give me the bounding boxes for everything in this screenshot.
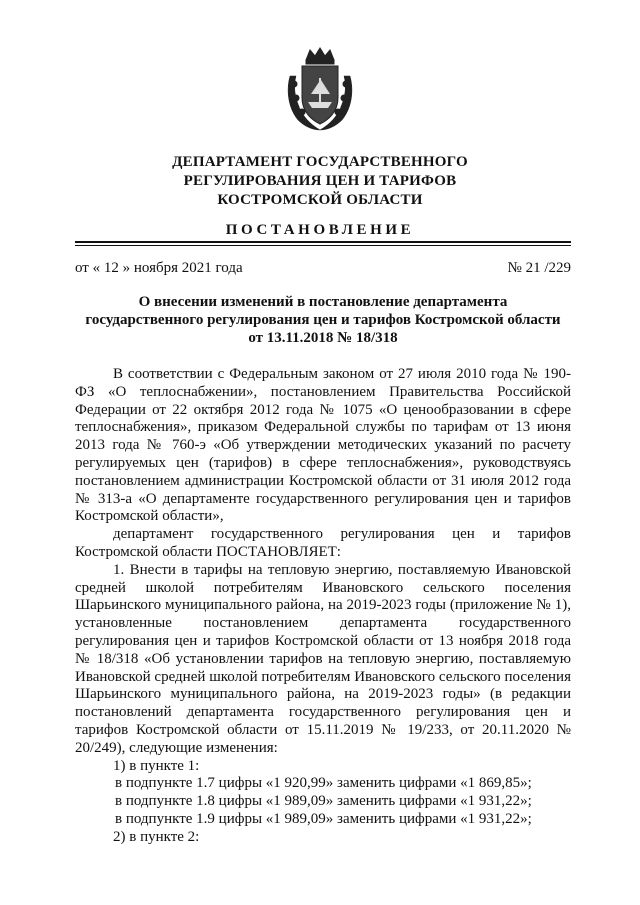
department-line-1: ДЕПАРТАМЕНТ ГОСУДАРСТВЕННОГО xyxy=(172,154,468,170)
document-type-title: ПОСТАНОВЛЕНИЕ xyxy=(225,222,415,238)
header-divider-thick xyxy=(75,241,571,243)
document-subject xyxy=(75,293,571,347)
preamble-paragraph: В соответствии с Федеральным законом от 27 июля 2010 года № 190-ФЗ «О теплоснабжении», постановлением Правительства Российской Федерации от 22 октября 2012 года № 1075 «О ценообразовании в сфере теплоснабжения», приказом Федеральной службы по тарифам от 13 июня 2013 года № 760-э «Об утверждении методических указаний по расчету регулируемых цен (тарифов) в сфере теплоснабжения», руководствуясь постановлением администрации Костромской области от 31 июля 2012 года № 313-а «О департаменте государственного регулирования цен и тарифов Костромской области», xyxy=(75,366,571,525)
department-line-3: КОСТРОМСКОЙ ОБЛАСТИ xyxy=(217,192,423,208)
document-body xyxy=(75,366,571,847)
coat-of-arms-emblem xyxy=(284,46,356,132)
subitem-1-title: 1) в пункте 1: xyxy=(113,757,200,774)
subitem-1-list xyxy=(75,775,571,828)
resolves-paragraph: департамент государственного регулирования цен и тарифов Костромской области ПОСТАНОВЛЯЕТ: xyxy=(75,526,571,560)
document-date: от « 12 » ноября 2021 года xyxy=(75,260,243,276)
subitem-1-line-3: в подпункте 1.9 цифры «1 989,09» заменить цифрами «1 931,22»; xyxy=(115,810,532,827)
subitem-1-line-2: в подпункте 1.8 цифры «1 989,09» заменить цифрами «1 931,22»; xyxy=(115,793,532,810)
item-1-paragraph: 1. Внести в тарифы на тепловую энергию, поставляемую Ивановской средней школой потребителям Ивановского сельского поселения Шарьинского муниципального района, на 2019-2023 годы (приложение № 1), установленные постановлением департамента государственного регулирования цен и тарифов Костромской области от 13 ноября 2018 года № 18/318 «Об установлении тарифов на тепловую энергию, поставляемую Ивановской средней школой потребителям Ивановского сельского поселения Шарьинского муниципального района, на 2019-2023 годы» (в редакции постановлений департамента государственного регулирования цен и тарифов Костромской области от 15.11.2019 № 19/233, от 20.11.2020 № 20/249), следующие изменения: xyxy=(75,561,571,756)
subitem-2-title: 2) в пункте 2: xyxy=(113,828,200,845)
header-divider-thin xyxy=(75,245,571,246)
subject-line-2: государственного регулирования цен и тарифов Костромской области xyxy=(85,312,561,328)
subitem-1-line-1: в подпункте 1.7 цифры «1 920,99» заменить цифрами «1 869,85»; xyxy=(115,775,532,792)
subject-line-1: О внесении изменений в постановление департамента xyxy=(138,294,508,310)
department-name xyxy=(0,153,640,210)
subject-line-3: от 13.11.2018 № 18/318 xyxy=(248,330,398,346)
department-line-2: РЕГУЛИРОВАНИЯ ЦЕН И ТАРИФОВ xyxy=(183,173,457,189)
document-number: № 21 /229 xyxy=(507,260,571,276)
